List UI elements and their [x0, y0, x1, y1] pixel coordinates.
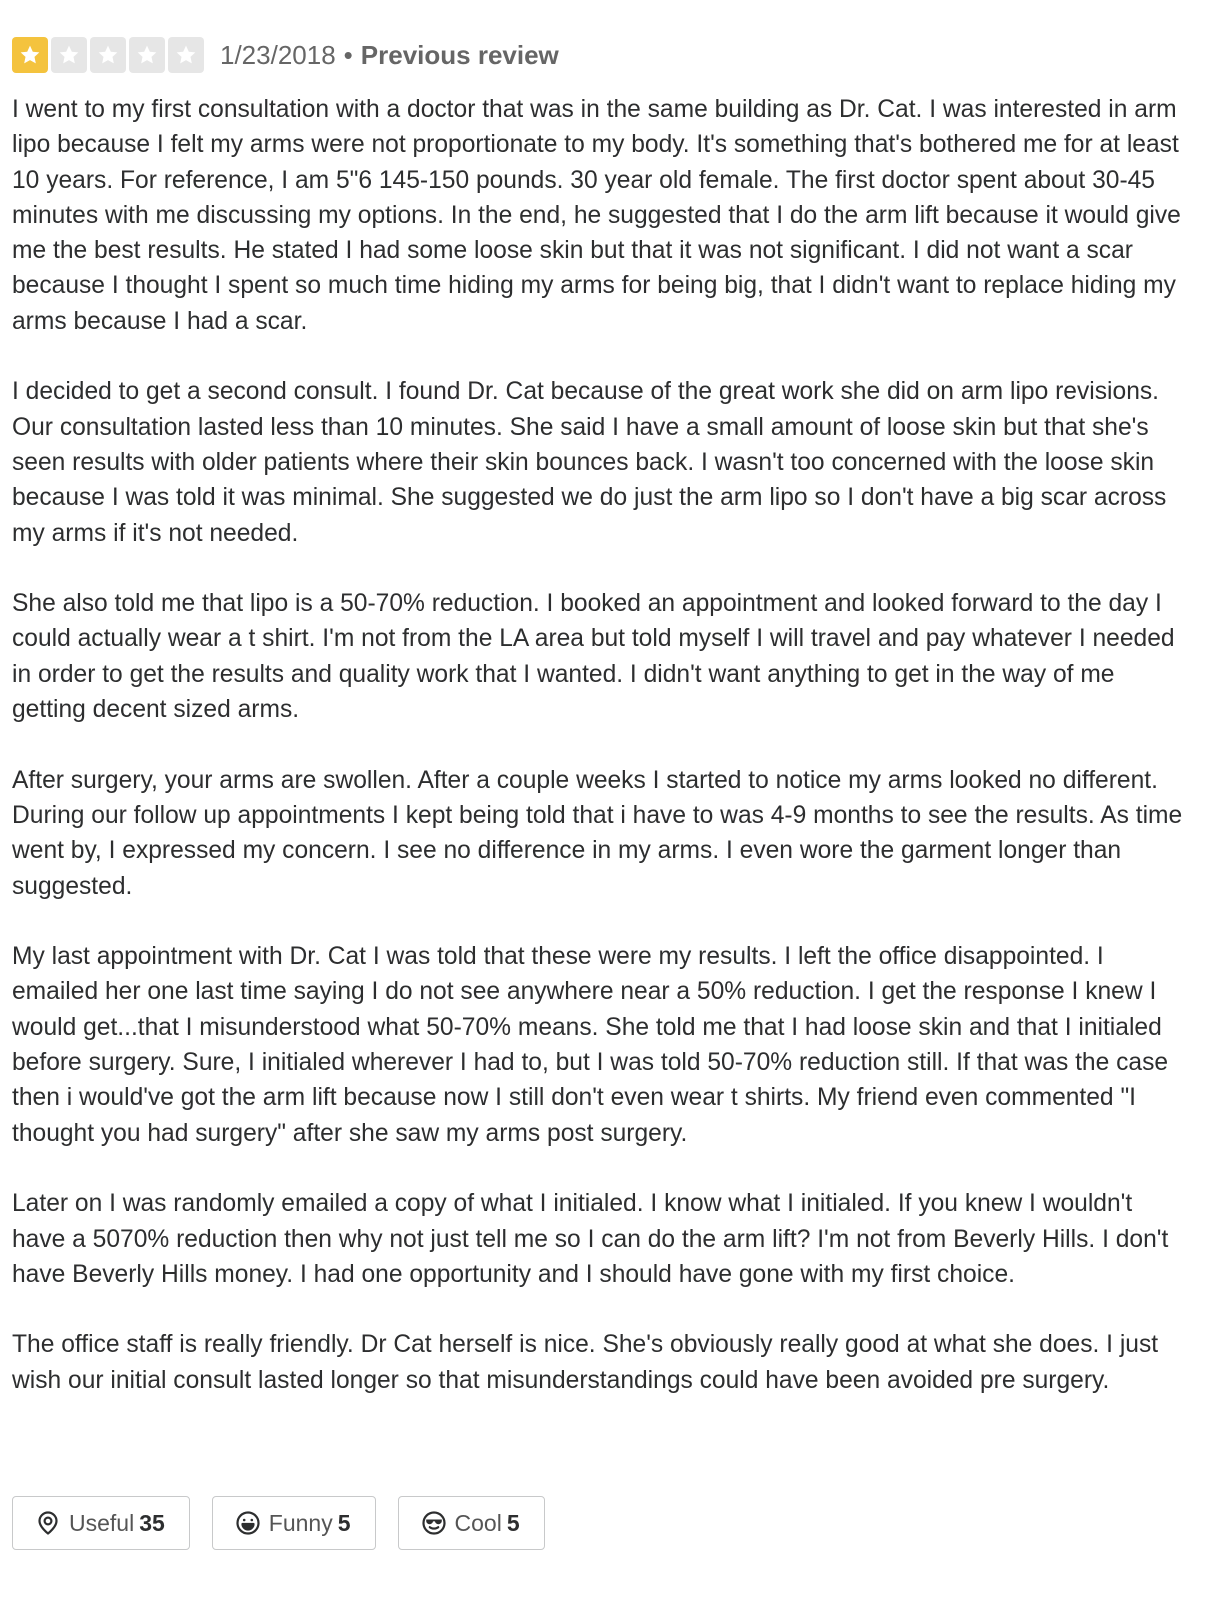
- cool-icon: [421, 1510, 455, 1536]
- cool-count: 5: [506, 1509, 520, 1536]
- star-icon: [51, 37, 87, 73]
- review-date: 1/23/2018: [220, 39, 336, 70]
- review-paragraph: Later on I was randomly emailed a copy of what I initialed. I know what I initialed. If you knew I wouldn't have a 5070% reduction then why not just tell me so I can do the arm lift? I'm not from Beverly Hills. I don't have Beverly Hills money. I had one opportunity and I should have gone with my first choice.: [12, 1190, 1169, 1288]
- review-paragraph: I decided to get a second consult. I found Dr. Cat because of the great work she did on arm lipo revisions. Our consultation lasted less than 10 minutes. She said I have a small amount of loose skin but that she's seen results with older patients where their skin bounces back. I wasn't too concerned with the loose skin because I was told it was minimal. She suggested we do just the arm lipo so I don't have a big scar across my arms if it's not needed.: [12, 378, 1167, 547]
- funny-button[interactable]: [212, 1496, 376, 1550]
- star-rating: [12, 37, 204, 73]
- cool-button[interactable]: [398, 1496, 545, 1550]
- useful-icon: [35, 1510, 69, 1536]
- useful-button[interactable]: [12, 1496, 190, 1550]
- review-paragraph: After surgery, your arms are swollen. After a couple weeks I started to notice my arms looked no different. During our follow up appointments I kept being told that i have to was 4-9 months to see the results. As time went by, I expressed my concern. I see no difference in my arms. I even wore the garment longer than suggested.: [12, 766, 1183, 900]
- vote-buttons: [12, 1496, 545, 1550]
- previous-review-link[interactable]: Previous review: [360, 39, 559, 70]
- star-icon: [129, 37, 165, 73]
- funny-count: 5: [337, 1509, 351, 1536]
- cool-label: Cool: [454, 1509, 502, 1536]
- review-paragraph: She also told me that lipo is a 50-70% reduction. I booked an appointment and looked forward to the day I could actually wear a t shirt. I'm not from the LA area but told myself I will travel and pay whatever I needed in order to get the results and quality work that I wanted. I didn't want anything to get in the way of me getting decent sized arms.: [12, 590, 1175, 724]
- useful-count: 35: [139, 1509, 165, 1536]
- useful-label: Useful: [69, 1509, 135, 1536]
- review-paragraph: My last appointment with Dr. Cat I was told that these were my results. I left the office disappointed. I emailed her one last time saying I do not see anywhere near a 50% reduction. I get the response I knew I would get...that I misunderstood what 50-70% means. She told me that I had loose skin and that I initialed before surgery. Sure, I initialed wherever I had to, but I was told 50-70% reduction still. If that was the case then i would've got the arm lift because now I still don't even wear t shirts. My friend even commented "I thought you had surgery" after she saw my arms post surgery.: [12, 943, 1169, 1147]
- separator-dot: •: [343, 39, 353, 70]
- review-text: [12, 92, 1187, 1398]
- star-icon: [168, 37, 204, 73]
- review-paragraph: I went to my first consultation with a doctor that was in the same building as Dr. Cat. I was interested in arm lipo because I felt my arms were not proportionate to my body. It's something that's bothered me for at least 10 years. For reference, I am 5"6 145-150 pounds. 30 year old female. The first doctor spent about 30-45 minutes with me discussing my options. In the end, he suggested that I do the arm lift because it would give me the best results. He stated I had some loose skin but that it was not significant. I did not want a scar because I thought I spent so much time hiding my arms for being big, that I didn't want to replace hiding my arms because I had a scar.: [12, 96, 1181, 335]
- funny-icon: [235, 1510, 269, 1536]
- funny-label: Funny: [268, 1509, 333, 1536]
- review-header: [12, 37, 559, 73]
- review-paragraph: The office staff is really friendly. Dr Cat herself is nice. She's obviously really good at what she does. I just wish our initial consult lasted longer so that misunderstandings could have been avoided pre surgery.: [12, 1331, 1159, 1394]
- star-icon: [90, 37, 126, 73]
- star-icon: [12, 37, 48, 73]
